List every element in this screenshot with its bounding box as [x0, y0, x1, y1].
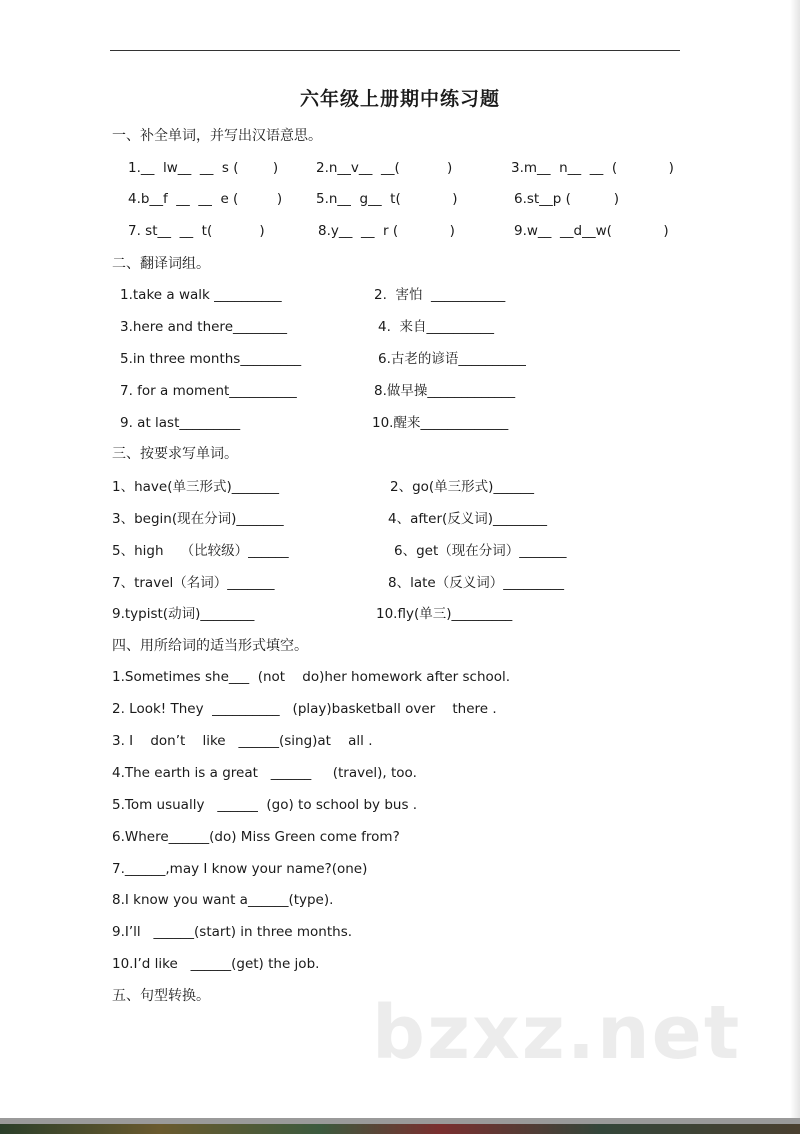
header-rule	[110, 50, 680, 51]
s1-item: 7. st__ __ t( )	[128, 223, 265, 239]
s1-item: 8.y__ __ r ( )	[318, 223, 455, 239]
watermark: bzxz.net	[372, 990, 742, 1076]
s4-item: 10.I’d like ______(get) the job.	[112, 956, 320, 972]
section-5-heading: 五、句型转换。	[112, 988, 210, 1004]
s4-item: 6.Where______(do) Miss Green come from?	[112, 829, 400, 845]
s3-item: 9.typist(动词)________	[112, 606, 255, 622]
s2-item: 9. at last_________	[120, 415, 241, 431]
s1-item: 2.n__v__ __( )	[316, 160, 453, 176]
s4-item: 9.I’ll ______(start) in three months.	[112, 924, 353, 940]
page-title: 六年级上册期中练习题	[299, 88, 500, 110]
s2-item: 8.做早操_____________	[374, 383, 516, 399]
s3-item: 4、after(反义词)________	[388, 511, 548, 527]
s4-item: 7.______,may I know your name?(one)	[112, 861, 368, 877]
s2-item: 3.here and there________	[120, 319, 287, 335]
page-bottom-strip	[0, 1124, 800, 1134]
s3-item: 8、late（反义词）_________	[388, 575, 564, 591]
s3-item: 2、go(单三形式)______	[390, 479, 534, 495]
s4-item: 3. I don’t like ______(sing)at all .	[112, 733, 373, 749]
section-4-heading: 四、用所给词的适当形式填空。	[112, 638, 308, 654]
s4-item: 8.I know you want a______(type).	[112, 892, 334, 908]
s2-item: 4. 来自__________	[378, 319, 494, 335]
s3-item: 6、get（现在分词）_______	[394, 543, 567, 559]
s3-item: 1、have(单三形式)_______	[112, 479, 279, 495]
s4-item: 4.The earth is a great ______ (travel), too.	[112, 765, 417, 781]
s1-item: 3.m__ n__ __ ( )	[511, 160, 674, 176]
s4-item: 5.Tom usually ______ (go) to school by bus .	[112, 797, 418, 813]
s2-item: 6.古老的谚语__________	[378, 351, 526, 367]
s3-item: 5、high （比较级）______	[112, 543, 289, 559]
s1-item: 9.w__ __d__w( )	[514, 223, 669, 239]
s1-item: 6.st__p ( )	[514, 191, 620, 207]
s2-item: 1.take a walk __________	[120, 287, 282, 303]
section-3-heading: 三、按要求写单词。	[112, 446, 238, 462]
s1-item: 1.__ lw__ __ s ( )	[128, 160, 279, 176]
s3-item: 10.fly(单三)_________	[376, 606, 513, 622]
s2-item: 10.醒来_____________	[372, 415, 509, 431]
s1-item: 5.n__ g__ t( )	[316, 191, 458, 207]
section-2-heading: 二、翻译词组。	[112, 256, 210, 272]
s3-item: 7、travel（名词）_______	[112, 575, 275, 591]
s1-item: 4.b__f __ __ e ( )	[128, 191, 283, 207]
page-edge-shadow	[790, 0, 800, 1120]
s2-item: 2. 害怕 ___________	[374, 287, 506, 303]
section-1-heading: 一、补全单词，并写出汉语意思。	[112, 128, 322, 144]
s2-item: 7. for a moment__________	[120, 383, 297, 399]
s4-item: 2. Look! They __________ (play)basketball over there .	[112, 701, 497, 717]
s4-item: 1.Sometimes she___ (not do)her homework after school.	[112, 669, 511, 685]
s3-item: 3、begin(现在分词)_______	[112, 511, 284, 527]
s2-item: 5.in three months_________	[120, 351, 302, 367]
